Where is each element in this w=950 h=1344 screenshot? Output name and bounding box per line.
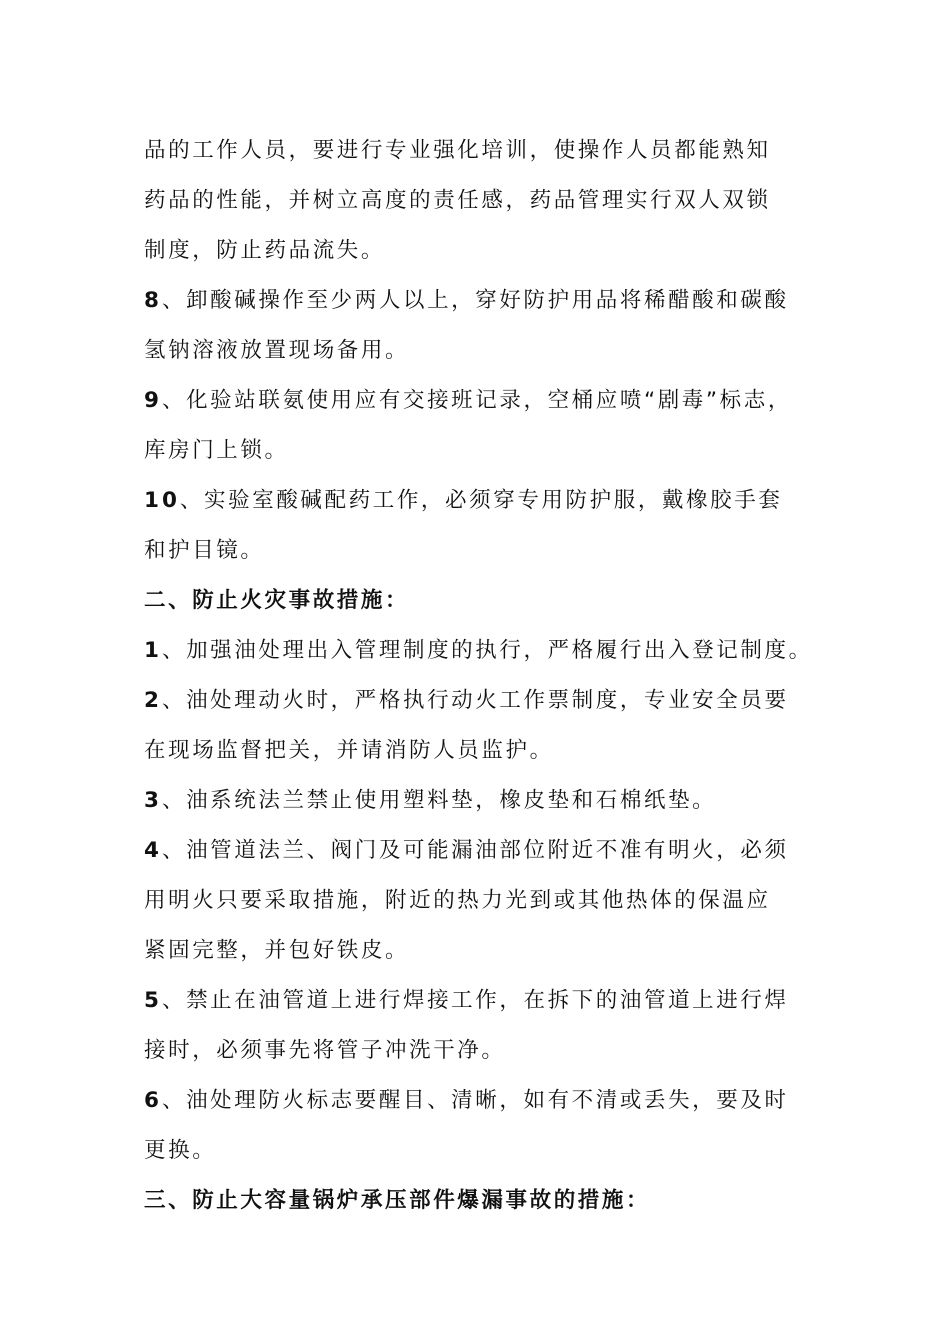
item-text: 、油管道法兰、阀门及可能漏油部位附近不准有明火，必须 [161, 838, 789, 863]
text-line [144, 976, 816, 1026]
text-line: 在现场监督把关，并请消防人员监护。 [144, 738, 554, 763]
section-heading-boiler-pressure-parts: 三、防止大容量锅炉承压部件爆漏事故的措施： [144, 1188, 651, 1213]
list-item-9 [144, 376, 816, 476]
text-line: 紧固完整，并包好铁皮。 [144, 938, 410, 963]
list-item-1 [144, 626, 816, 676]
item-number: 5 [144, 988, 162, 1013]
text-line [144, 626, 816, 676]
list-item-5 [144, 976, 816, 1076]
text-line [144, 676, 816, 726]
item-number: 3 [144, 788, 162, 813]
item-text: 、化验站联氨使用应有交接班记录，空桶应喷“剧毒”标志， [161, 388, 792, 413]
list-item-10 [144, 476, 816, 576]
text-line [144, 776, 816, 826]
text-line [144, 276, 816, 326]
item-text: 、加强油处理出入管理制度的执行，严格履行出入登记制度。 [161, 638, 813, 663]
text-line: 制度，防止药品流失。 [144, 238, 386, 263]
text-line [144, 826, 816, 876]
item-text: 、油处理动火时，严格执行动火工作票制度，专业安全员要 [161, 688, 789, 713]
item-number: 1 [144, 638, 162, 663]
item-text: 、油处理防火标志要醒目、清晰，如有不清或丢失，要及时 [161, 1088, 789, 1113]
item-text: 、油系统法兰禁止使用塑料垫，橡皮垫和石棉纸垫。 [161, 788, 717, 813]
list-item-2 [144, 676, 816, 776]
list-item-3 [144, 776, 816, 826]
item-number: 8 [144, 288, 162, 313]
text-line: 和护目镜。 [144, 538, 265, 563]
item-number: 9 [144, 388, 162, 413]
text-line: 库房门上锁。 [144, 438, 289, 463]
text-line: 药品的性能，并树立高度的责任感，药品管理实行双人双锁 [144, 188, 771, 213]
item-number: 10 [144, 488, 180, 513]
item-number: 2 [144, 688, 162, 713]
item-text: 、卸酸碱操作至少两人以上，穿好防护用品将稀醋酸和碳酸 [161, 288, 789, 313]
paragraph-continued [144, 126, 816, 276]
text-line [144, 476, 816, 526]
list-item-4 [144, 826, 816, 976]
section-heading-fire-prevention: 二、防止火灾事故措施： [144, 588, 410, 613]
text-line: 用明火只要采取措施，附近的热力光到或其他热体的保温应 [144, 888, 771, 913]
item-number: 4 [144, 838, 162, 863]
item-text: 、禁止在油管道上进行焊接工作，在拆下的油管道上进行焊 [161, 988, 789, 1013]
list-item-6 [144, 1076, 816, 1176]
item-number: 6 [144, 1088, 162, 1113]
document-body [144, 126, 816, 1226]
text-line: 氢钠溶液放置现场备用。 [144, 338, 410, 363]
item-text: 、实验室酸碱配药工作，必须穿专用防护服，戴橡胶手套 [179, 488, 783, 513]
text-line: 接时，必须事先将管子冲洗干净。 [144, 1038, 506, 1063]
text-line [144, 376, 816, 426]
list-item-8 [144, 276, 816, 376]
text-line: 更换。 [144, 1138, 217, 1163]
text-line: 品的工作人员，要进行专业强化培训，使操作人员都能熟知 [144, 138, 771, 163]
text-line [144, 1076, 816, 1126]
